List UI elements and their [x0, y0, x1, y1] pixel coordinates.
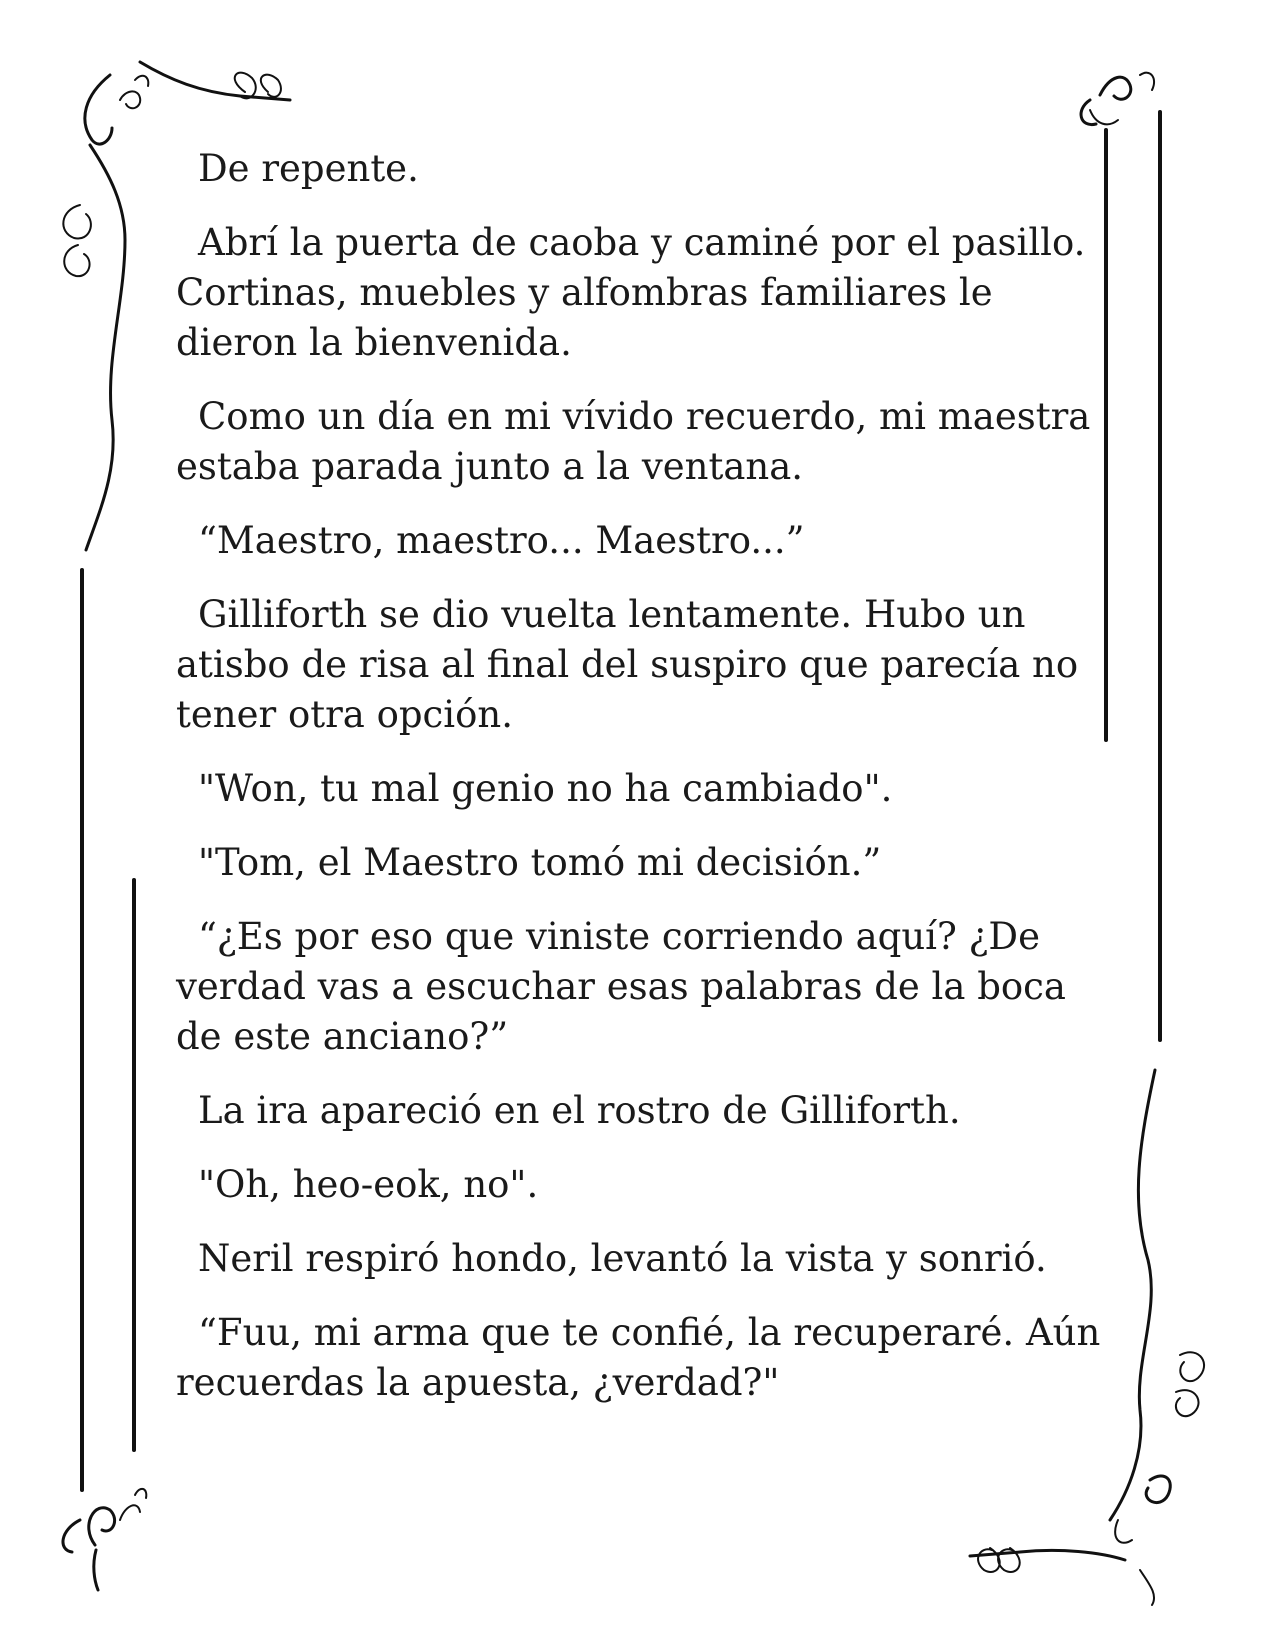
paragraph: "Tom, el Maestro tomó mi decisión.”	[198, 841, 882, 884]
paragraph: Abrí la puerta de caoba y caminé por el pasillo. Cortinas, muebles y alfombras familiares le dieron la bienvenida.	[176, 221, 1086, 364]
paragraph: Neril respiró hondo, levantó la vista y sonrió.	[198, 1237, 1047, 1280]
paragraph: Gilliforth se dio vuelta lentamente. Hubo un atisbo de risa al final del suspiro que parecía no tener otra opción.	[176, 593, 1079, 736]
paragraph: “Maestro, maestro... Maestro...”	[198, 519, 805, 562]
paragraph: De repente.	[198, 147, 419, 190]
flourish-bottom-left-icon	[63, 880, 146, 1590]
paragraph: Como un día en mi vívido recuerdo, mi maestra estaba parada junto a la ventana.	[176, 395, 1091, 488]
paragraph: “¿Es por eso que viniste corriendo aquí? ¿De verdad vas a escuchar esas palabras de la boca de este anciano?”	[176, 915, 1066, 1058]
story-text	[176, 144, 1106, 1432]
paragraph: “Fuu, mi arma que te confié, la recuperaré. Aún recuerdas la apuesta, ¿verdad?"	[176, 1311, 1101, 1404]
paragraph: "Oh, heo-eok, no".	[198, 1163, 539, 1206]
paragraph: La ira apareció en el rostro de Gilliforth.	[198, 1089, 961, 1132]
paragraph: "Won, tu mal genio no ha cambiado".	[198, 767, 893, 810]
